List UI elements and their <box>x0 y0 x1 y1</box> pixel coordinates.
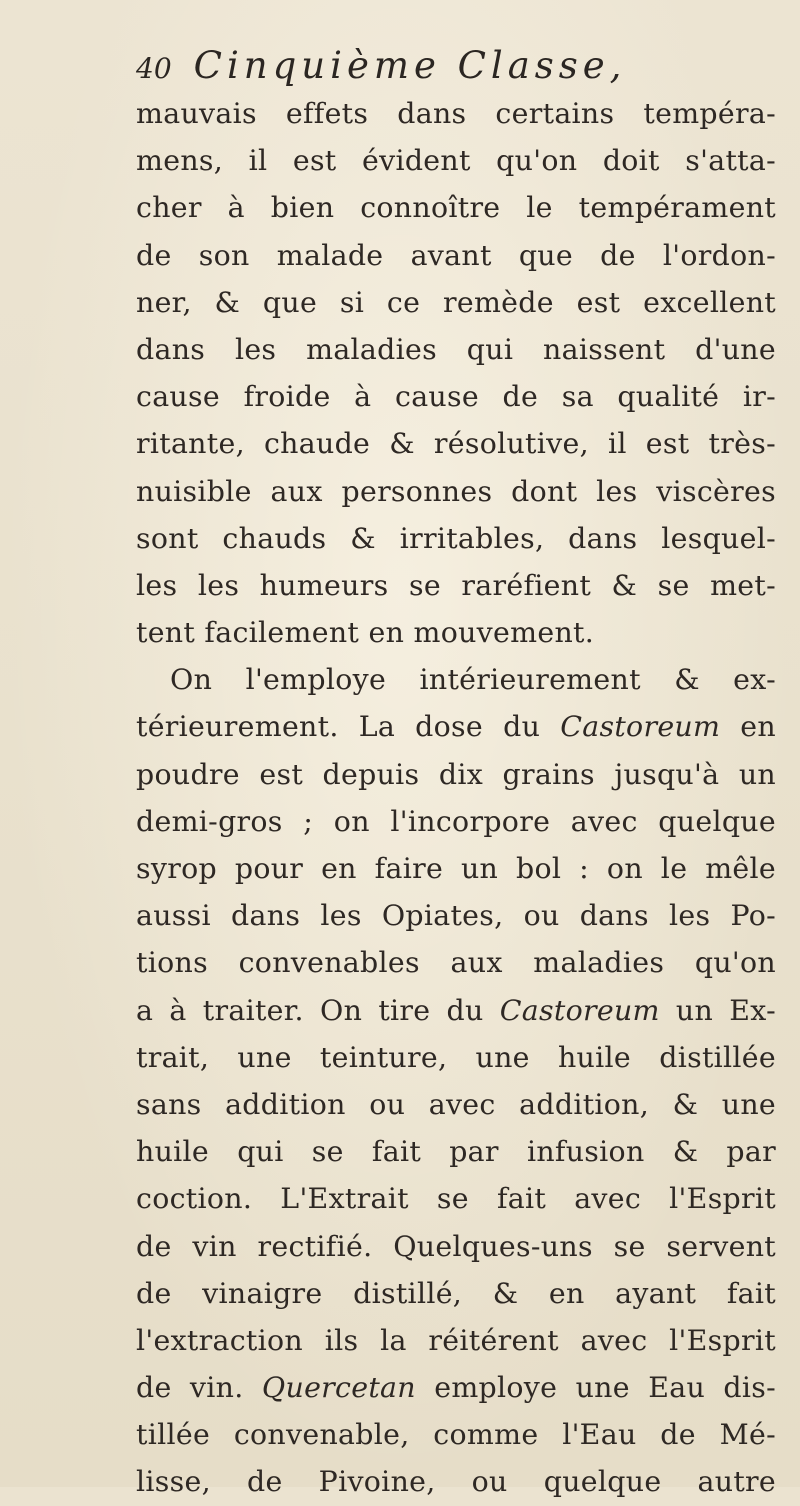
text-line-with-italic <box>136 987 776 1034</box>
text-line: coction. L'Extrait se fait avec l'Esprit <box>136 1182 776 1216</box>
text-line: mauvais effets dans certains tempéra- <box>136 97 776 130</box>
text-line: sans addition ou avec addition, & une <box>136 1087 776 1121</box>
text-line: nuisible aux personnes dont les viscères <box>136 474 776 508</box>
italic-term: Quercetan <box>261 1371 416 1405</box>
text-line: tions convenables aux maladies qu'on <box>136 946 776 980</box>
italic-term: Castoreum <box>560 710 721 744</box>
paragraph-end-line: tent facilement en mouvement. <box>136 616 595 650</box>
italic-term: Castoreum <box>499 993 660 1027</box>
line-text: a à traiter. On tire du <box>136 993 500 1027</box>
body-text <box>136 90 776 1506</box>
text-line: sont chauds & irritables, dans lesquel- <box>136 521 776 555</box>
page-number: 40 <box>136 52 172 85</box>
text-line: cher à bien connoître le tempérament <box>136 191 776 225</box>
text-line: mens, il est évident qu'on doit s'atta- <box>136 144 776 178</box>
running-head <box>136 44 776 94</box>
text-line: demi-gros ; on l'incorpore avec quelque <box>136 804 776 838</box>
text-line: syrop pour en faire un bol : on le mêle <box>136 852 776 885</box>
text-line-with-italic <box>136 1364 776 1411</box>
text-line: trait, une teinture, une huile distillée <box>136 1040 776 1074</box>
text-line: de son malade avant que de l'ordon- <box>136 238 776 272</box>
line-text: un Ex- <box>659 993 776 1027</box>
line-text: térieurement. La dose du <box>136 710 561 744</box>
text-line: huile qui se fait par infusion & par <box>136 1135 776 1169</box>
text-line: tillée convenable, comme l'Eau de Mé- <box>136 1418 776 1452</box>
text-line: lisse, de Pivoine, ou quelque autre <box>136 1465 776 1499</box>
text-line: cause froide à cause de sa qualité ir- <box>136 380 776 414</box>
text-line: les les humeurs se raréfient & se met- <box>136 568 776 602</box>
line-text: employe une Eau dis- <box>415 1371 776 1405</box>
line-text: de vin. <box>136 1371 262 1405</box>
line-text: en <box>720 710 776 744</box>
chapter-title: Cinquième Classe, <box>193 44 627 87</box>
paragraph-start-line: On l'employe intérieurement & ex- <box>170 663 776 697</box>
text-line: dans les maladies qui naissent d'une <box>136 332 776 366</box>
text-line: de vin rectifié. Quelques-uns se servent <box>136 1229 776 1263</box>
text-line: aussi dans les Opiates, ou dans les Po- <box>136 899 776 933</box>
text-line: poudre est depuis dix grains jusqu'à un <box>136 757 776 791</box>
text-line: ner, & que si ce remède est excellent <box>136 285 776 319</box>
text-line: ritante, chaude & résolutive, il est très- <box>136 427 776 461</box>
text-line: de vinaigre distillé, & en ayant fait <box>136 1276 776 1310</box>
text-line-with-italic <box>136 703 776 750</box>
text-line: l'extraction ils la réitérent avec l'Esprit <box>136 1323 776 1357</box>
